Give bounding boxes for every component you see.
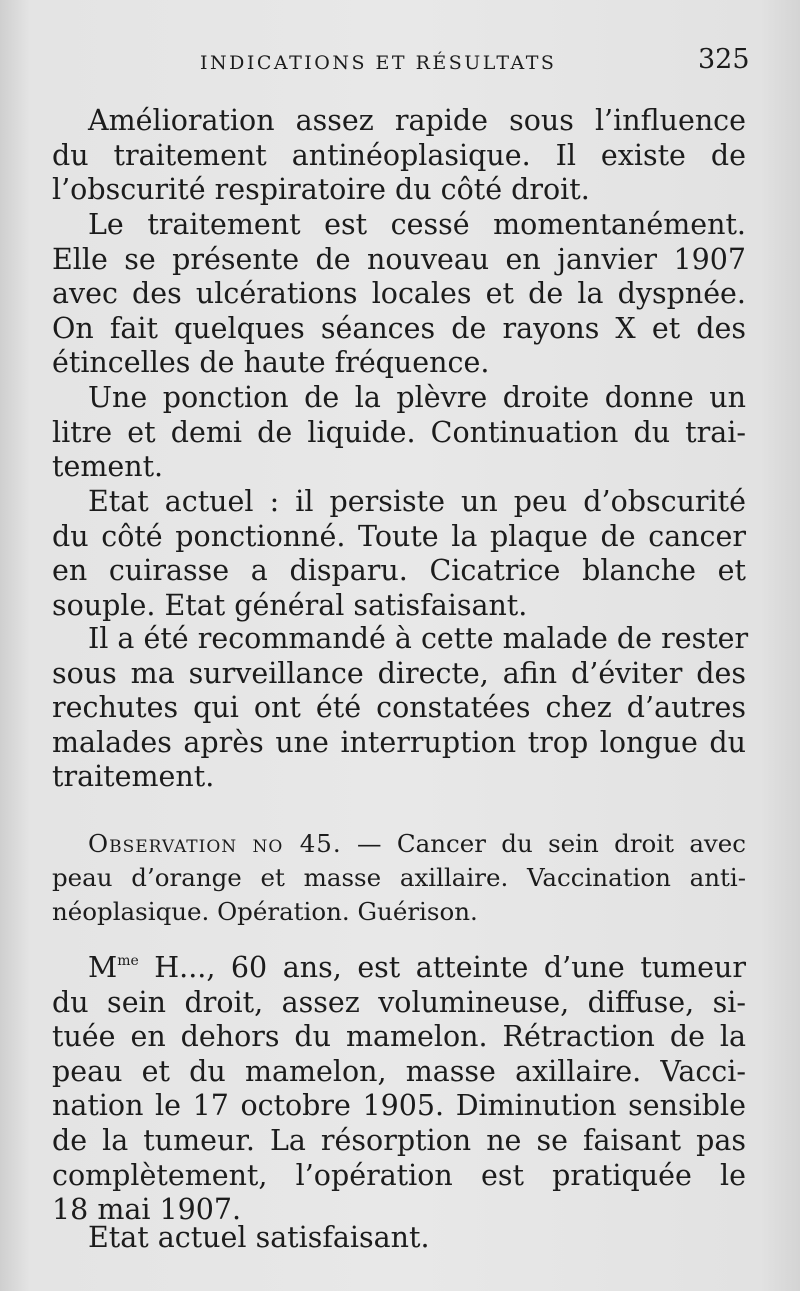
text-line: Etat actuel : il persiste un peu d’obscurité [88, 485, 746, 518]
text-line: néoplasique. Opération. Guérison. [52, 897, 478, 926]
case-first-line-text: H..., 60 ans, est atteinte d’une tumeur [138, 951, 746, 984]
text-line: malades après une interruption trop longue du [52, 725, 746, 759]
text-line: du côté ponctionné. Toute la plaque de cancer [52, 519, 746, 553]
text-line: nation le 17 octobre 1905. Diminution sensible [52, 1089, 746, 1123]
text-line: souple. Etat général satisfaisant. [52, 588, 528, 622]
observation-heading [52, 827, 746, 929]
running-head [0, 44, 800, 84]
paragraph-etat-actuel [52, 485, 746, 623]
text-line: Le traitement est cessé momentanément. [88, 208, 746, 241]
text-line: étincelles de haute fréquence. [52, 346, 490, 380]
observation-number: no 45. [252, 829, 342, 858]
text-line: traitement. [52, 760, 215, 794]
text-line: 18 mai 1907. [52, 1193, 242, 1227]
paragraph-amelioration [52, 104, 746, 208]
running-title: INDICATIONS ET RÉSULTATS [200, 52, 557, 74]
text-line: litre et demi de liquide. Continuation du trai- [52, 415, 746, 449]
honorific-superscript: me [117, 953, 139, 969]
case-first-line [52, 944, 746, 986]
text-line: du sein droit, assez volumineuse, diffuse, si- [52, 985, 746, 1019]
observation-label: Observation [88, 829, 238, 858]
paragraph-final-state [52, 1221, 746, 1256]
honorific: M [88, 951, 118, 984]
text-line: du traitement antinéoplasique. Il existe de [52, 138, 746, 172]
text-line: Une ponction de la plèvre droite donne un [88, 381, 746, 414]
text-line: rechutes qui ont été constatées chez d’autres [52, 691, 746, 725]
paragraph-recommandation [52, 622, 749, 795]
text-line: sous ma surveillance directe, afin d’éviter des [52, 656, 746, 690]
text-line: tement. [52, 450, 164, 484]
text-line: en cuirasse a disparu. Cicatrice blanche et [52, 554, 746, 588]
text-line: de la tumeur. La résorption ne se faisant pas [52, 1123, 746, 1157]
text-line: Il a été recommandé à cette malade de rester [88, 622, 749, 655]
page-number: 325 [698, 44, 750, 75]
text-line: complètement, l’opération est pratiquée le [52, 1158, 746, 1192]
observation-title-start: — Cancer du sein droit avec [357, 829, 746, 858]
text-line: peau et du mamelon, masse axillaire. Vacci- [52, 1054, 746, 1088]
observation-line [52, 827, 746, 861]
text-line: l’obscurité respiratoire du côté droit. [52, 173, 590, 207]
paragraph-traitement-cesse [52, 208, 746, 381]
paragraph-case-history [52, 944, 746, 1228]
text-line: tuée en dehors du mamelon. Rétraction de la [52, 1020, 746, 1054]
text-line: peau d’orange et masse axillaire. Vaccination anti- [52, 863, 746, 892]
text-line: Amélioration assez rapide sous l’influence [88, 104, 746, 137]
paragraph-ponction [52, 381, 746, 485]
text-line: Elle se présente de nouveau en janvier 1907 [52, 242, 746, 276]
text-line: avec des ulcérations locales et de la dyspnée. [52, 277, 746, 311]
text-line: Etat actuel satisfaisant. [88, 1221, 430, 1254]
text-line: On fait quelques séances de rayons X et des [52, 311, 746, 345]
